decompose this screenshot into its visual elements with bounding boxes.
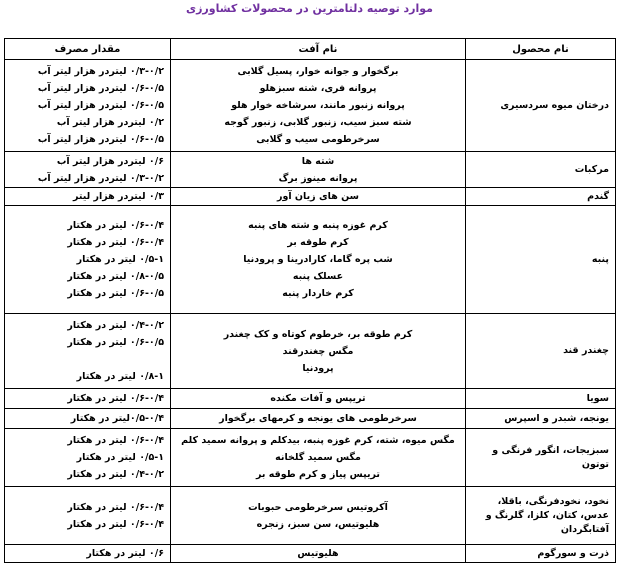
pest-cell — [171, 487, 466, 545]
table-row — [5, 206, 616, 314]
product-cell — [466, 206, 616, 314]
dose-line: ۰/۶ لیتردر هزار لیتر آب — [56, 155, 164, 167]
pest-line: پروانه فری، شته سبزهلو — [259, 83, 377, 94]
dose-cell — [5, 487, 171, 545]
product-line: عدس، کتان، کلزا، گلرنگ و — [485, 509, 609, 521]
dose-line: ۰/۵-۱ لیتر در هکتار — [76, 254, 164, 265]
pest-cell — [171, 188, 466, 206]
dose-line: ۰/۵-۰/۴لیتر در هکتار — [70, 413, 164, 424]
pest-line: شته ها — [301, 155, 335, 167]
product-cell — [466, 429, 616, 487]
dose-line: ۰/۶-۰/۴ لیتر در هکتار — [67, 393, 164, 404]
dose-line: ۰/۶-۰/۴ لیتر در هکتار — [67, 435, 164, 446]
pest-line: تریپس و آفات مکنده — [270, 393, 366, 404]
pest-line: کرم طوقه بر، خرطوم کوتاه و کک چغندر — [223, 328, 413, 340]
pest-line: هلیوتیس — [297, 548, 339, 559]
pest-line: شب پره گاما، کارادرینا و پرودنیا — [243, 254, 393, 265]
table-row — [5, 152, 616, 188]
pest-line: هلیوتیس، سن سبز، زنجره — [256, 518, 380, 530]
dose-cell — [5, 188, 171, 206]
dose-line: ۰/۸-۱ لیتر در هکتار — [76, 371, 164, 382]
table-row — [5, 389, 616, 409]
dose-line: ۰/۳ لیتردر هزار لیتر — [72, 191, 164, 202]
dose-line: ۰/۶-۰/۴ لیتر در هکتار — [67, 518, 164, 530]
product-line: مرکبات — [574, 163, 609, 175]
table-row — [5, 487, 616, 545]
dose-cell — [5, 314, 171, 389]
product-line: ذرت و سورگوم — [537, 547, 609, 559]
dose-line: ۰/۶-۰/۴ لیتر در هکتار — [67, 501, 164, 513]
product-line: درختان میوه سردسیری — [500, 99, 609, 111]
dose-line: ۰/۲ لیتردر هزار لیتر آب — [56, 117, 164, 128]
pest-line: کرم طوقه بر — [287, 237, 349, 248]
pest-line: سرخرطومی های یونجه و کرمهای برگخوار — [219, 413, 417, 424]
dose-line: ۰/۴-۰/۲ لیتر در هکتار — [67, 469, 164, 480]
pest-line: پرودنیا — [302, 362, 334, 374]
pest-line: مگس چغندرقند — [282, 345, 354, 357]
product-line: آفتابگردان — [560, 523, 609, 535]
dose-cell — [5, 545, 171, 563]
pest-cell — [171, 314, 466, 389]
product-line: یونجه، شبدر و اسپرس — [504, 412, 609, 424]
product-line: پنبه — [591, 253, 609, 265]
dose-line: ۰/۶-۰/۵ لیتردر هزار لیتر آب — [37, 83, 164, 94]
table-header-row — [5, 39, 616, 60]
pest-line: کرم غوزه پنبه و شته های پنبه — [248, 220, 388, 231]
product-cell — [466, 314, 616, 389]
pest-line: پروانه مینوز برگ — [278, 172, 358, 184]
pest-line: سن های زیان آور — [276, 191, 360, 202]
table-row — [5, 314, 616, 389]
product-line: سویا — [586, 392, 609, 404]
product-line: گندم — [587, 190, 609, 202]
recommendation-table — [4, 38, 616, 563]
product-cell — [466, 152, 616, 188]
dose-line: ۰/۳-۰/۲ لیتردر هزار لیتر آب — [37, 66, 164, 77]
dose-line: ۰/۶-۰/۵ لیتردر هزار لیتر آب — [37, 134, 164, 145]
pest-line: مگس میوه، شته، کرم غوزه پنبه، بیدکلم و پروانه سمید کلم — [181, 435, 455, 446]
product-line: چغندر قند — [563, 345, 609, 356]
product-cell — [466, 188, 616, 206]
product-line: سبزیجات، انگور فرنگی و — [492, 444, 609, 456]
document-title: موارد توصیه دلتامترین در محصولات کشاورزی — [186, 2, 433, 15]
pest-cell — [171, 545, 466, 563]
product-line: نخود، نخودفرنگی، باقلا، — [497, 495, 609, 507]
header-dose: مقدار مصرف — [5, 39, 171, 60]
pest-line: مگس سمید گلخانه — [275, 452, 361, 463]
dose-cell — [5, 429, 171, 487]
pest-line: سرخرطومی سیب و گلابی — [256, 134, 380, 145]
pest-cell — [171, 206, 466, 314]
pest-line: تریپس پیاز و کرم طوقه بر — [255, 469, 381, 480]
dose-line: ۰/۳-۰/۲ لیتردر هزار لیتر آب — [37, 172, 164, 184]
pest-cell — [171, 429, 466, 487]
product-cell — [466, 389, 616, 409]
dose-line: ۰/۶-۰/۴ لیتر در هکتار — [67, 220, 164, 231]
dose-cell — [5, 389, 171, 409]
pest-line: عسلک پنبه — [292, 271, 344, 282]
header-pest: نام آفت — [171, 39, 466, 60]
dose-cell — [5, 206, 171, 314]
product-line: توتون — [581, 458, 609, 470]
pest-cell — [171, 152, 466, 188]
dose-cell — [5, 409, 171, 429]
dose-line: ۰/۶-۰/۵ لیتر در هکتار — [67, 288, 164, 299]
header-product: نام محصول — [466, 39, 616, 60]
table-row — [5, 188, 616, 206]
dose-line: ۰/۶-۰/۵ لیتردر هزار لیتر آب — [37, 100, 164, 111]
pest-line: آکروتیس سرخرطومی حبوبات — [248, 501, 388, 513]
dose-line: ۰/۵-۱ لیتر در هکتار — [76, 452, 164, 463]
dose-line: ۰/۶-۰/۴ لیتر در هکتار — [67, 237, 164, 248]
pest-line: شته سبز سیب، زنبور گلابی، زنبور گوجه — [224, 117, 412, 128]
dose-line — [11, 351, 164, 368]
pest-line: کرم خاردار پنبه — [282, 288, 354, 299]
table-row — [5, 60, 616, 152]
dose-cell — [5, 152, 171, 188]
table-row — [5, 545, 616, 563]
pest-cell — [171, 409, 466, 429]
table-row — [5, 409, 616, 429]
product-cell — [466, 487, 616, 545]
pest-cell — [171, 389, 466, 409]
dose-cell — [5, 60, 171, 152]
dose-line: ۰/۶-۰/۵ لیتر در هکتار — [67, 337, 164, 348]
product-cell — [466, 60, 616, 152]
product-cell — [466, 545, 616, 563]
pest-line: برگخوار و جوانه خوار، پسیل گلابی — [237, 66, 399, 77]
table-row — [5, 429, 616, 487]
dose-line: ۰/۴-۰/۲ لیتر در هکتار — [67, 320, 164, 331]
product-cell — [466, 409, 616, 429]
pest-cell — [171, 60, 466, 152]
dose-line: ۰/۶ لیتر در هکتار — [86, 548, 164, 559]
dose-line: ۰/۸-۰/۵ لیتر در هکتار — [67, 271, 164, 282]
pest-line: پروانه زنبور مانند، سرشاخه خوار هلو — [231, 100, 405, 111]
